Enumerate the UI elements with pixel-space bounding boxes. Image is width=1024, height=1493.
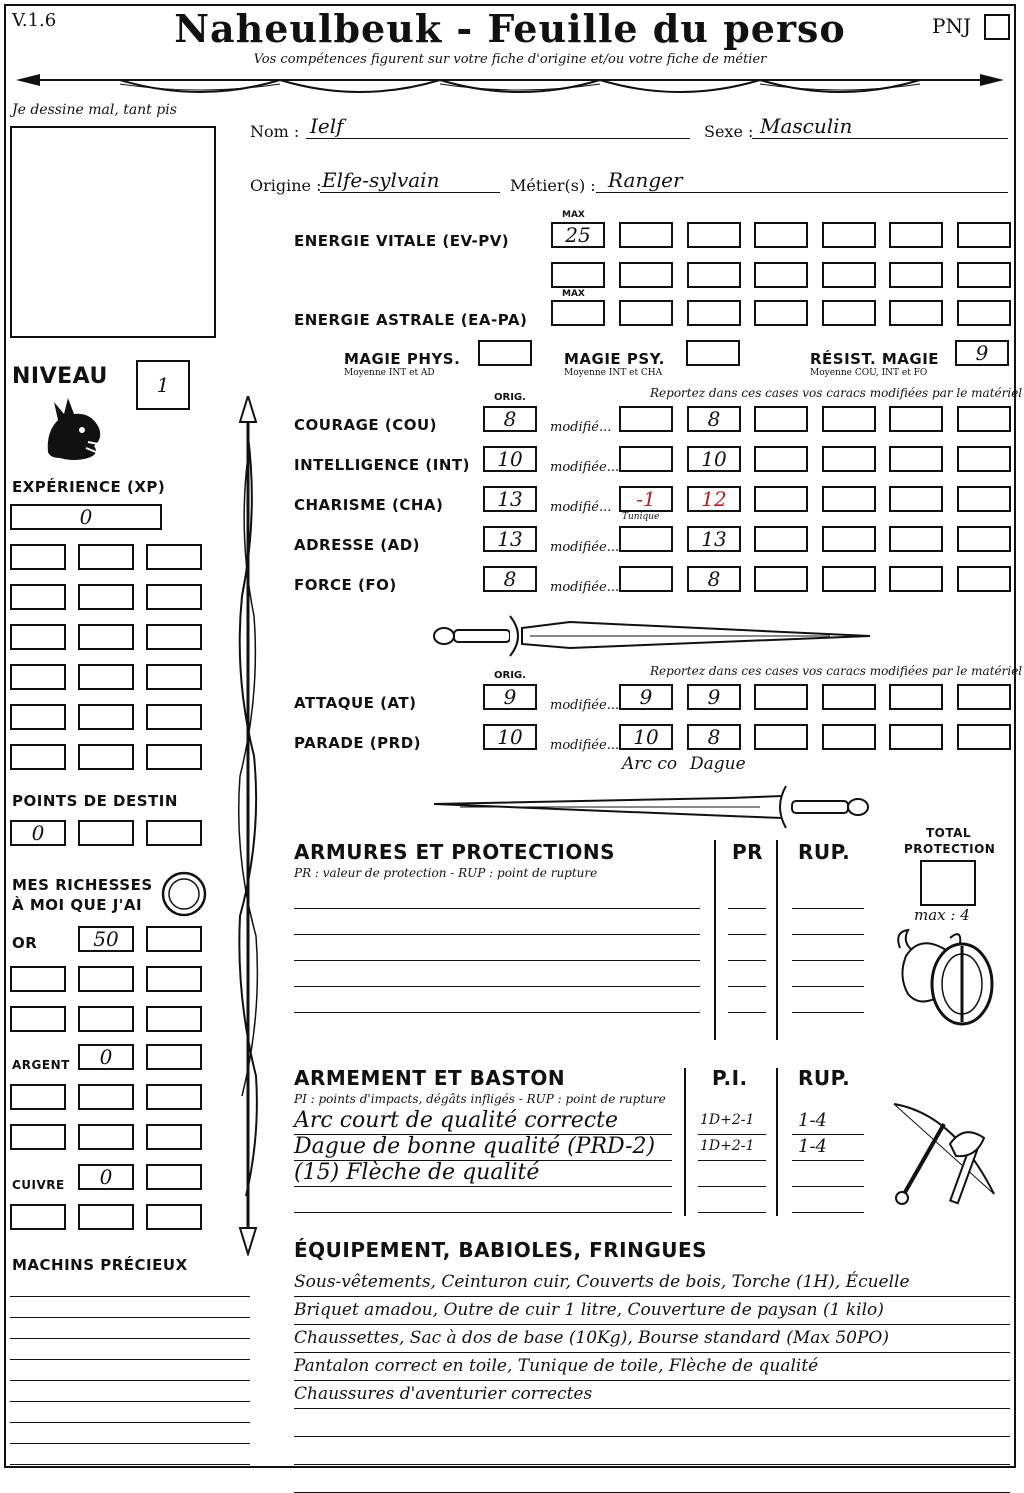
ev-max-label: MAX [562, 210, 585, 220]
argent-grid-cell[interactable] [146, 1124, 202, 1150]
coin-icon [160, 870, 208, 918]
stats-rows-mod1-box[interactable] [619, 446, 673, 472]
or-label: OR [12, 934, 38, 952]
ev-row2-box-2[interactable] [687, 262, 741, 288]
weapon-pi-line[interactable] [698, 1186, 766, 1187]
ev-row2-box-3[interactable] [754, 262, 808, 288]
helmet-shield-icon [890, 928, 1000, 1028]
combat-rows-extra-box[interactable] [957, 724, 1011, 750]
stats-rows-mod2-box[interactable]: 12 [687, 486, 741, 512]
niveau-box[interactable]: 1 [136, 360, 190, 410]
precious-line[interactable] [10, 1443, 250, 1444]
ev-row1-box-1[interactable] [619, 222, 673, 248]
nom-field[interactable] [306, 138, 690, 139]
magie-psy-box[interactable] [686, 340, 740, 366]
stats-rows-label: FORCE (FO) [294, 576, 397, 594]
equipment-line[interactable]: Sous-vêtements, Ceinturon cuir, Couverts de bois, Torche (1H), Écuelle [294, 1268, 1010, 1297]
stats-rows-extra-box[interactable] [822, 486, 876, 512]
argent-grid-cell[interactable] [146, 1084, 202, 1110]
stats-rows-extra-box[interactable] [957, 446, 1011, 472]
armor-col-divider-2 [776, 840, 778, 1040]
stats-orig-label: ORIG. [494, 392, 526, 403]
destin-box-2[interactable] [78, 820, 134, 846]
stats-report-note: Reportez dans ces cases vos caracs modifiées par le matériel [650, 386, 1023, 400]
argent-grid-cell[interactable] [78, 1084, 134, 1110]
precious-line[interactable] [10, 1338, 250, 1339]
combat-rows-modif-text: modifiée... [550, 738, 620, 753]
armor-rup-line[interactable] [792, 934, 864, 935]
page-title: Naheulbeuk - Feuille du perso [174, 6, 846, 51]
weapon-name: Dague de bonne qualité (PRD-2) [294, 1134, 656, 1159]
ea-max-label: MAX [562, 289, 585, 299]
xp-cell[interactable] [78, 704, 134, 730]
combat-rows-extra-box[interactable] [957, 684, 1011, 710]
magie-phys-box[interactable] [478, 340, 532, 366]
armor-col-pr: PR [732, 840, 764, 864]
vertical-spear-icon [226, 396, 270, 1256]
argent-grid-cell[interactable] [10, 1084, 66, 1110]
stats-rows-mod1-box[interactable] [619, 406, 673, 432]
armor-line[interactable] [294, 1012, 700, 1013]
stats-rows-modif-text: modifiée... [550, 460, 620, 475]
combat-rows-orig-box[interactable]: 10 [483, 724, 537, 750]
sexe-field[interactable] [752, 138, 1008, 139]
total-protection-label-1: TOTAL [926, 826, 972, 840]
stats-rows-modif-text: modifiée... [550, 540, 620, 555]
stats-rows-extra-box[interactable] [754, 406, 808, 432]
stats-rows-extra-box[interactable] [957, 406, 1011, 432]
charisme-mod-note: Tunique [622, 512, 660, 522]
stats-rows-label: COURAGE (COU) [294, 416, 438, 434]
xp-cell[interactable] [10, 624, 66, 650]
richesses-label-2: À MOI QUE J'AI [12, 896, 143, 914]
stats-rows-extra-box[interactable] [822, 526, 876, 552]
equipment-line-blank[interactable] [294, 1464, 1010, 1493]
stats-rows-mod1-box[interactable] [619, 526, 673, 552]
xp-cell[interactable] [10, 544, 66, 570]
niveau-label: NIVEAU [12, 364, 108, 389]
combat-rows-mod2-box[interactable]: 8 [687, 724, 741, 750]
xp-cell[interactable] [10, 584, 66, 610]
ev-track-box[interactable] [551, 262, 605, 288]
ea-row-box-3[interactable] [754, 300, 808, 326]
magie-phys-label: MAGIE PHYS. [344, 350, 461, 368]
ev-row1-box-3[interactable] [754, 222, 808, 248]
combat-rows-extra-box[interactable] [822, 684, 876, 710]
armor-line[interactable] [294, 934, 700, 935]
armor-col-rup: RUP. [798, 840, 851, 864]
xp-cell[interactable] [10, 664, 66, 690]
weapons-col-rup: RUP. [798, 1066, 851, 1090]
stats-rows-modif-text: modifié... [550, 500, 612, 515]
equipment-line[interactable]: Pantalon correct en toile, Tunique de toile, Flèche de qualité [294, 1352, 1010, 1381]
armor-rup-line[interactable] [792, 986, 864, 987]
xp-cell[interactable] [146, 544, 202, 570]
stats-rows-extra-box[interactable] [889, 526, 943, 552]
metier-label: Métier(s) : [510, 176, 596, 195]
equipment-line[interactable] [294, 1408, 1010, 1437]
armor-subtitle: PR : valeur de protection - RUP : point de rupture [294, 866, 598, 880]
combat-rows-modif-text: modifiée... [550, 698, 620, 713]
armor-line[interactable] [294, 986, 700, 987]
xp-cell[interactable] [146, 624, 202, 650]
stats-rows-orig-box[interactable]: 13 [483, 486, 537, 512]
xp-cell[interactable] [146, 704, 202, 730]
combat-rows-label: ATTAQUE (AT) [294, 694, 417, 712]
weapon-pi-line[interactable] [698, 1160, 766, 1161]
xp-cell[interactable] [146, 664, 202, 690]
machins-precieux-label: MACHINS PRÉCIEUX [12, 1256, 188, 1274]
precious-line[interactable] [10, 1359, 250, 1360]
xp-cell[interactable] [78, 624, 134, 650]
stats-rows-mod2-box[interactable]: 8 [687, 406, 741, 432]
stats-rows-extra-box[interactable] [754, 446, 808, 472]
armor-pr-line[interactable] [728, 1012, 766, 1013]
stats-rows-extra-box[interactable] [889, 446, 943, 472]
armor-rup-line[interactable] [792, 960, 864, 961]
weapon-rup: 1-4 [798, 1136, 827, 1157]
xp-cell[interactable] [10, 704, 66, 730]
stats-rows-extra-box[interactable] [889, 486, 943, 512]
weapon-rup-line[interactable] [792, 1160, 864, 1161]
combat-rows-extra-box[interactable] [754, 684, 808, 710]
magie-psy-label: MAGIE PSY. [564, 350, 665, 368]
origine-field[interactable] [320, 192, 500, 193]
nom-label: Nom : [250, 122, 300, 141]
combat-rows-mod2-box[interactable]: 9 [687, 684, 741, 710]
combat-rows-extra-box[interactable] [822, 724, 876, 750]
stats-rows-mod2-box[interactable]: 10 [687, 446, 741, 472]
precious-line[interactable] [10, 1401, 250, 1402]
cuivre-box-2[interactable] [146, 1164, 202, 1190]
destin-label: POINTS DE DESTIN [12, 792, 178, 810]
armor-rup-line[interactable] [792, 908, 864, 909]
origine-label: Origine : [250, 176, 322, 195]
ev-row2-box-1[interactable] [619, 262, 673, 288]
cuivre-box[interactable]: 0 [78, 1164, 134, 1190]
ev-row1-box-2[interactable] [687, 222, 741, 248]
stats-rows-extra-box[interactable] [889, 406, 943, 432]
stats-rows-extra-box[interactable] [957, 566, 1011, 592]
xp-cell[interactable] [10, 744, 66, 770]
page-subtitle: Vos compétences figurent sur votre fiche d'origine et/ou votre fiche de métier [253, 52, 767, 67]
ea-label: ENERGIE ASTRALE (EA-PA) [294, 311, 528, 329]
combat-rows-extra-box[interactable] [889, 724, 943, 750]
armor-pr-line[interactable] [728, 986, 766, 987]
or-box-2[interactable] [146, 926, 202, 952]
sword-icon-2 [430, 782, 874, 832]
armor-col-divider [714, 840, 716, 1040]
stats-rows-extra-box[interactable] [754, 486, 808, 512]
xp-cell[interactable] [78, 664, 134, 690]
xp-cell[interactable] [146, 584, 202, 610]
cuivre-grid-cell[interactable] [146, 1204, 202, 1230]
xp-cell[interactable] [78, 544, 134, 570]
magie-psy-note: Moyenne INT et CHA [564, 368, 663, 378]
armor-title: ARMURES ET PROTECTIONS [294, 840, 615, 864]
weapon-pi: 1D+2-1 [700, 1112, 755, 1128]
stats-rows-orig-box[interactable]: 10 [483, 446, 537, 472]
weapon-pi-line[interactable] [698, 1134, 766, 1135]
origine-value: Elfe-sylvain [322, 168, 440, 192]
stats-rows-mod2-box[interactable]: 13 [687, 526, 741, 552]
combat-rows-orig-box[interactable]: 9 [483, 684, 537, 710]
sword-icon [430, 610, 874, 660]
dragon-icon [38, 392, 108, 464]
xp-cell[interactable] [78, 744, 134, 770]
ev-label: ENERGIE VITALE (EV-PV) [294, 232, 510, 250]
combat-rows-mod1-box[interactable]: 9 [619, 684, 673, 710]
resist-magie-box[interactable]: 9 [955, 340, 1009, 366]
stats-rows-modif-text: modifiée... [550, 580, 620, 595]
ev-row1-box-5[interactable] [889, 222, 943, 248]
weapons-col-divider [684, 1068, 686, 1216]
stats-rows-extra-box[interactable] [889, 566, 943, 592]
equipment-line[interactable]: Chaussures d'aventurier correctes [294, 1380, 1010, 1409]
weapon-pi-line[interactable] [698, 1212, 766, 1213]
combat-note-1: Arc co [622, 754, 678, 774]
weapon-pi: 1D+2-1 [700, 1138, 755, 1154]
argent-box[interactable]: 0 [78, 1044, 134, 1070]
precious-line[interactable] [10, 1296, 250, 1297]
xp-box[interactable]: 0 [10, 504, 162, 530]
stats-rows-mod1-box[interactable] [619, 566, 673, 592]
weapon-line[interactable] [294, 1186, 672, 1187]
or-grid-cell[interactable] [146, 966, 202, 992]
argent-box-2[interactable] [146, 1044, 202, 1070]
stats-rows-label: CHARISME (CHA) [294, 496, 444, 514]
or-grid-cell[interactable] [10, 1006, 66, 1032]
sexe-value: Masculin [760, 114, 853, 138]
total-protection-max: max : 4 [914, 906, 970, 924]
ev-max-box[interactable]: 25 [551, 222, 605, 248]
cuivre-label: CUIVRE [12, 1178, 65, 1192]
destin-box-1[interactable]: 0 [10, 820, 66, 846]
decorative-spear-divider [10, 66, 1010, 106]
resist-magie-label: RÉSIST. MAGIE [810, 350, 940, 368]
combat-rows-extra-box[interactable] [889, 684, 943, 710]
armor-rup-line[interactable] [792, 1012, 864, 1013]
weapon-name: (15) Flèche de qualité [294, 1160, 540, 1185]
combat-orig-label: ORIG. [494, 670, 526, 681]
precious-line[interactable] [10, 1380, 250, 1381]
stats-rows-extra-box[interactable] [957, 486, 1011, 512]
stats-rows-mod2-box[interactable]: 8 [687, 566, 741, 592]
ea-row-box-2[interactable] [687, 300, 741, 326]
ea-max-box[interactable] [551, 300, 605, 326]
weapon-rup: 1-4 [798, 1110, 827, 1131]
stats-rows-orig-box[interactable]: 13 [483, 526, 537, 552]
stats-rows-orig-box[interactable]: 8 [483, 406, 537, 432]
stats-rows-extra-box[interactable] [822, 406, 876, 432]
stats-rows-extra-box[interactable] [822, 446, 876, 472]
total-protection-label-2: PROTECTION [904, 842, 996, 856]
stats-rows-label: INTELLIGENCE (INT) [294, 456, 470, 474]
ea-row-box-5[interactable] [889, 300, 943, 326]
precious-line[interactable] [10, 1464, 250, 1465]
stats-rows-extra-box[interactable] [754, 566, 808, 592]
or-grid-cell[interactable] [10, 966, 66, 992]
weapon-rup-line[interactable] [792, 1134, 864, 1135]
ea-row-box-1[interactable] [619, 300, 673, 326]
armor-pr-line[interactable] [728, 934, 766, 935]
combat-rows-label: PARADE (PRD) [294, 734, 422, 752]
or-grid-cell[interactable] [78, 1006, 134, 1032]
ea-row-box-4[interactable] [822, 300, 876, 326]
version-label: V.1.6 [12, 10, 57, 31]
pnj-label: PNJ [932, 14, 971, 38]
weapons-col-pi: P.I. [712, 1066, 748, 1090]
or-grid-cell[interactable] [78, 966, 134, 992]
stats-rows-extra-box[interactable] [822, 566, 876, 592]
stats-rows-modif-text: modifié... [550, 420, 612, 435]
portrait-box[interactable] [10, 126, 216, 338]
cuivre-grid-cell[interactable] [78, 1204, 134, 1230]
richesses-label-1: MES RICHESSES [12, 876, 153, 894]
pnj-checkbox[interactable] [984, 14, 1010, 40]
ea-row-box-6[interactable] [957, 300, 1011, 326]
xp-cell[interactable] [146, 744, 202, 770]
weapons-title: ARMEMENT ET BASTON [294, 1066, 566, 1090]
nom-value: Ielf [310, 114, 344, 138]
weapon-rup-line[interactable] [792, 1186, 864, 1187]
or-grid-cell[interactable] [146, 1006, 202, 1032]
armor-pr-line[interactable] [728, 960, 766, 961]
stats-rows-extra-box[interactable] [754, 526, 808, 552]
sexe-label: Sexe : [704, 122, 754, 141]
weapons-col-divider-2 [776, 1068, 778, 1216]
argent-grid-cell[interactable] [78, 1124, 134, 1150]
ev-row2-box-5[interactable] [889, 262, 943, 288]
precious-line[interactable] [10, 1317, 250, 1318]
stats-rows-extra-box[interactable] [957, 526, 1011, 552]
equipment-line[interactable]: Chaussettes, Sac à dos de base (10Kg), Bourse standard (Max 50PO) [294, 1324, 1010, 1353]
ev-row1-box-6[interactable] [957, 222, 1011, 248]
weapon-name: Arc court de qualité correcte [294, 1108, 618, 1133]
weapon-rup-line[interactable] [792, 1212, 864, 1213]
armor-line[interactable] [294, 908, 700, 909]
armor-line[interactable] [294, 960, 700, 961]
stats-rows-label: ADRESSE (AD) [294, 536, 421, 554]
weapons-icon [884, 1094, 1004, 1214]
portrait-caption: Je dessine mal, tant pis [12, 102, 177, 118]
cuivre-grid-cell[interactable] [10, 1204, 66, 1230]
equipment-title: ÉQUIPEMENT, BABIOLES, FRINGUES [294, 1238, 708, 1262]
weapon-line[interactable] [294, 1212, 672, 1213]
metier-field[interactable] [596, 192, 1008, 193]
total-protection-box[interactable] [920, 860, 976, 906]
ev-row2-box-6[interactable] [957, 262, 1011, 288]
stats-rows-mod1-box[interactable]: -1 [619, 486, 673, 512]
ev-row1-box-4[interactable] [822, 222, 876, 248]
resist-magie-note: Moyenne COU, INT et FO [810, 368, 928, 378]
combat-report-note: Reportez dans ces cases vos caracs modifiées par le matériel [650, 664, 1023, 678]
or-box[interactable]: 50 [78, 926, 134, 952]
magie-phys-note: Moyenne INT et AD [344, 368, 435, 378]
armor-pr-line[interactable] [728, 908, 766, 909]
ev-row2-box-4[interactable] [822, 262, 876, 288]
combat-note-2: Dague [690, 754, 746, 774]
precious-line[interactable] [10, 1422, 250, 1423]
equipment-line-blank[interactable] [294, 1436, 1010, 1465]
combat-rows-extra-box[interactable] [754, 724, 808, 750]
destin-box-3[interactable] [146, 820, 202, 846]
stats-rows-orig-box[interactable]: 8 [483, 566, 537, 592]
metier-value: Ranger [608, 168, 683, 192]
argent-label: ARGENT [12, 1058, 70, 1072]
xp-cell[interactable] [78, 584, 134, 610]
argent-grid-cell[interactable] [10, 1124, 66, 1150]
equipment-line[interactable]: Briquet amadou, Outre de cuir 1 litre, Couverture de paysan (1 kilo) [294, 1296, 1010, 1325]
combat-rows-mod1-box[interactable]: 10 [619, 724, 673, 750]
xp-label: EXPÉRIENCE (XP) [12, 478, 166, 496]
weapons-subtitle: PI : points d'impacts, dégâts infligés - RUP : point de rupture [294, 1092, 666, 1106]
